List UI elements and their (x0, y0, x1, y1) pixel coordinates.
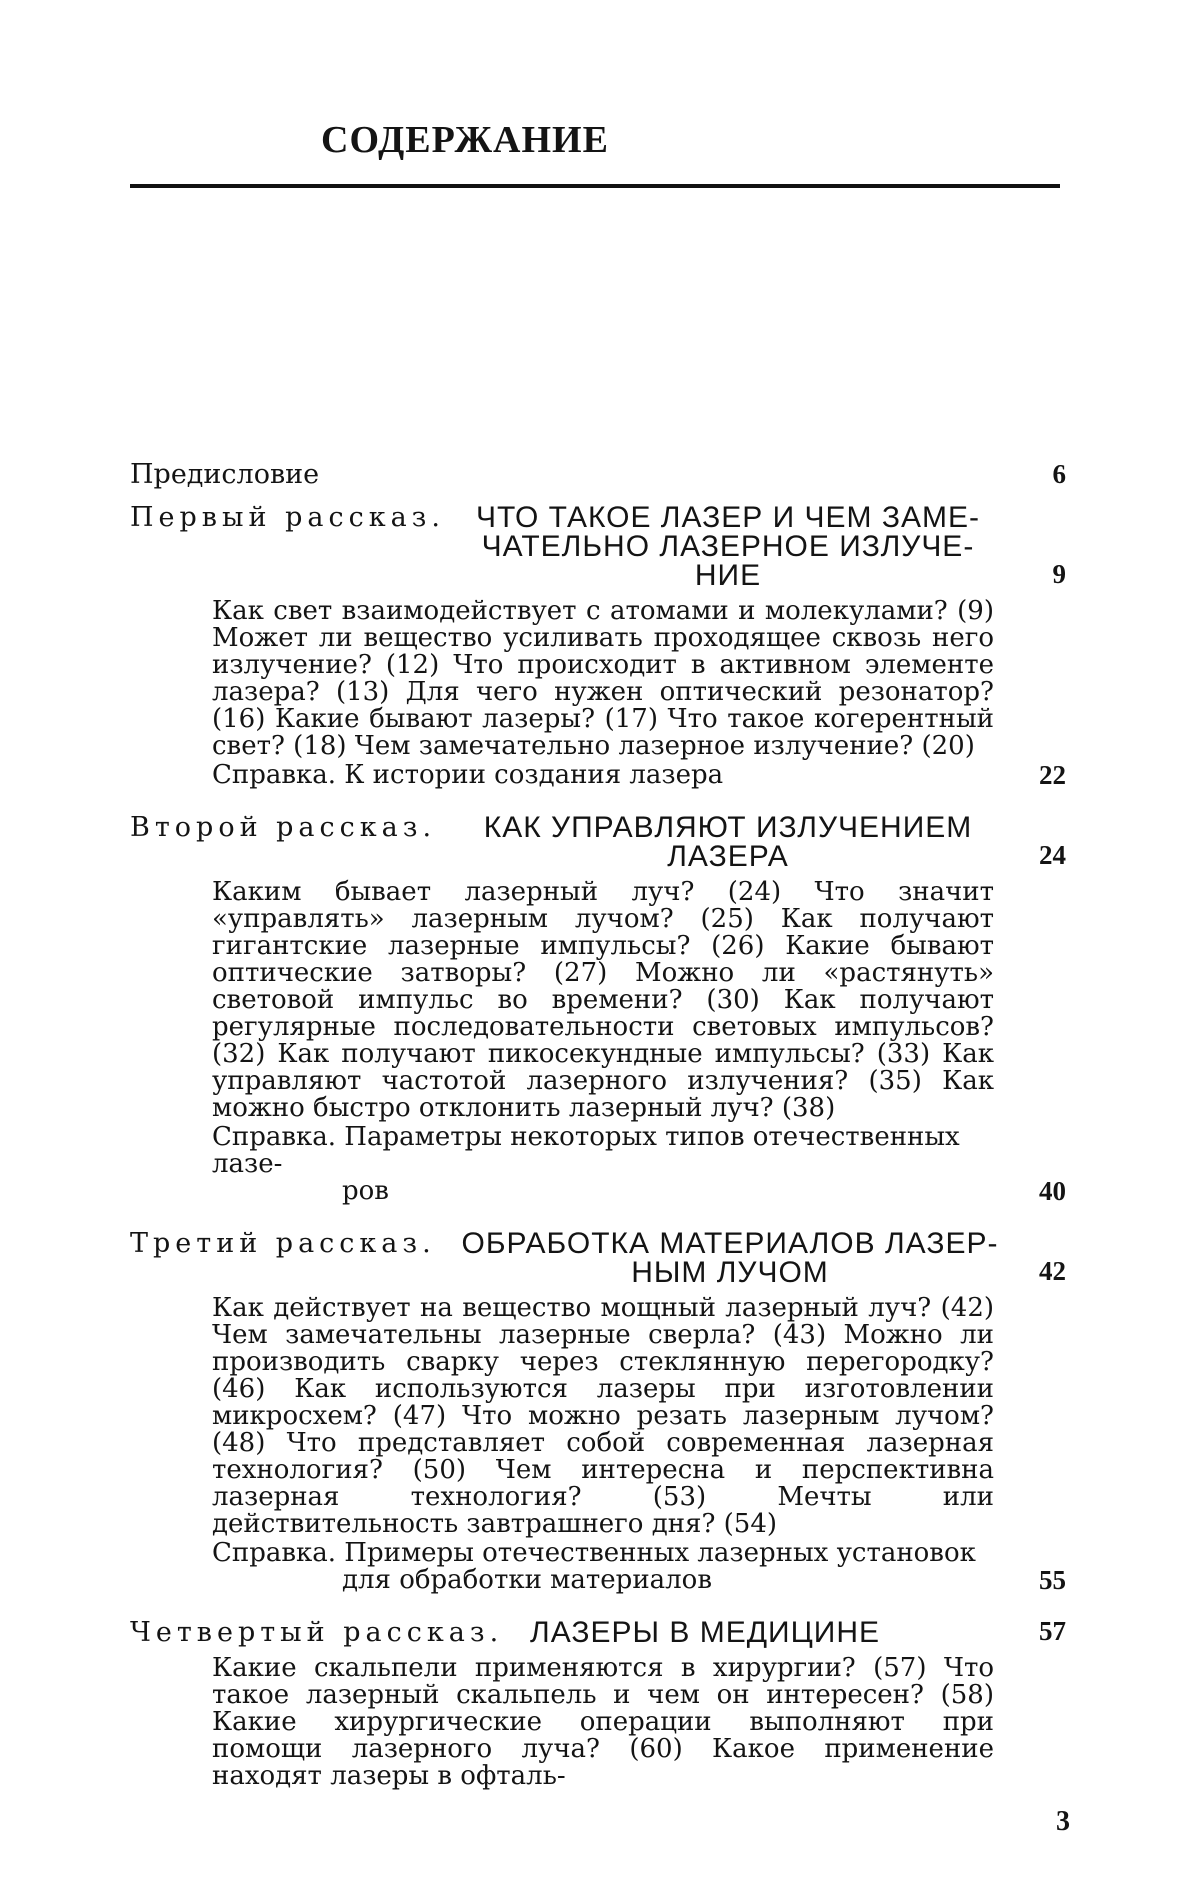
chapter-heading[interactable] (130, 813, 1066, 871)
toc-page-number: 22 (1039, 762, 1066, 789)
chapter-questions: Каким бывает лазерный луч? (24) Что значит «управлять» лазерным лучом? (25) Как получают гигантские лазерные импульсы? (26) Какие бывают оптические затворы? (27) Можно ли «растянуть» световой импульс во времени? (30) Как получают регулярные последовательности световых импульсов? (32) Как получают пикосекундные импульсы? (33) Как управляют частотой лазерного излучения? (35) Как можно быстро отклонить лазерный луч? (38) (212, 879, 994, 1122)
toc-page-number: 57 (1039, 1616, 1066, 1647)
chapter-label: Четвертый рассказ. (130, 1618, 530, 1647)
chapter-title (468, 813, 988, 871)
chapter-title-line: НЫМ ЛУЧОМ (450, 1258, 1010, 1287)
toc-chapter-4 (130, 1618, 1066, 1790)
chapter-heading[interactable] (130, 503, 1066, 590)
reference-text-continuation: ров (212, 1178, 994, 1205)
reference-text: К истории создания лазера (344, 760, 723, 790)
reference-entry[interactable] (212, 762, 1066, 789)
toc-entry-label: Предисловие (130, 459, 319, 490)
page-title: СОДЕРЖАНИЕ (0, 118, 930, 162)
chapter-title-line: ЛАЗЕРЫ В МЕДИЦИНЕ (530, 1618, 950, 1647)
chapter-title-line: КАК УПРАВЛЯЮТ ИЗЛУЧЕНИЕМ (468, 813, 988, 842)
chapter-title (450, 1229, 1010, 1287)
chapter-label: Третий рассказ. (130, 1229, 450, 1258)
reference-text: Параметры некоторых типов отечественных лазе- (212, 1122, 960, 1179)
toc-entry-preface[interactable] (130, 460, 1066, 489)
page-number: 3 (1056, 1806, 1070, 1838)
chapter-questions: Как действует на вещество мощный лазерный луч? (42) Чем замечательны лазерные сверла? (43) Можно ли производить сварку через стеклянную перегородку? (46) Как используются лазеры при изготовлении микросхем? (47) Что можно резать лазерным лучом? (48) Что представляет собой современная лазерная технология? (50) Чем интересна и перспективна лазерная технология? (53) Мечты или действительность завтрашнего дня? (54) (212, 1295, 994, 1538)
toc-page-number: 40 (1039, 1178, 1066, 1205)
chapter-title (530, 1618, 950, 1647)
chapter-questions: Как свет взаимодействует с атомами и молекулами? (9) Может ли вещество усиливать проходящее сквозь него излучение? (12) Что происходит в активном элементе лазера? (13) Для чего нужен оптический резонатор? (16) Какие бывают лазеры? (17) Что такое когерентный свет? (18) Чем замечательно лазерное излучение? (20) (212, 598, 994, 760)
chapter-title-line: ЧАТЕЛЬНО ЛАЗЕРНОЕ ИЗЛУЧЕ- (468, 532, 988, 561)
chapter-title (468, 503, 988, 590)
toc-page-number: 6 (1053, 460, 1067, 489)
title-rule (130, 184, 1060, 188)
toc-chapter-1 (130, 503, 1066, 789)
chapter-heading[interactable] (130, 1618, 1066, 1647)
book-page (0, 0, 1200, 1880)
chapter-label: Второй рассказ. (130, 813, 468, 842)
chapter-title-line: ОБРАБОТКА МАТЕРИАЛОВ ЛАЗЕР- (450, 1229, 1010, 1258)
chapter-title-line: НИЕ (468, 561, 988, 590)
chapter-title-line: ЧТО ТАКОЕ ЛАЗЕР И ЧЕМ ЗАМЕ- (468, 503, 988, 532)
toc-page-number: 55 (1039, 1567, 1066, 1594)
table-of-contents (130, 460, 1066, 1814)
chapter-title-line: ЛАЗЕРА (468, 842, 988, 871)
reference-entry[interactable] (212, 1540, 1066, 1594)
reference-text: Примеры отечественных лазерных установок (344, 1538, 976, 1568)
chapter-heading[interactable] (130, 1229, 1066, 1287)
toc-chapter-3 (130, 1229, 1066, 1594)
reference-entry[interactable] (212, 1124, 1066, 1205)
reference-label: Справка. (212, 1538, 336, 1568)
reference-text-continuation: для обработки материалов (212, 1567, 994, 1594)
toc-page-number: 9 (1053, 559, 1067, 590)
reference-label: Справка. (212, 760, 336, 790)
chapter-questions: Какие скальпели применяются в хирургии? (57) Что такое лазерный скальпель и чем он интересен? (58) Какие хирургические операции выполняют при помощи лазерного луча? (60) Какое применение находят лазеры в офталь- (212, 1655, 994, 1790)
toc-page-number: 42 (1039, 1256, 1066, 1287)
chapter-label: Первый рассказ. (130, 503, 468, 532)
toc-chapter-2 (130, 813, 1066, 1205)
reference-label: Справка. (212, 1122, 336, 1152)
toc-page-number: 24 (1039, 840, 1066, 871)
